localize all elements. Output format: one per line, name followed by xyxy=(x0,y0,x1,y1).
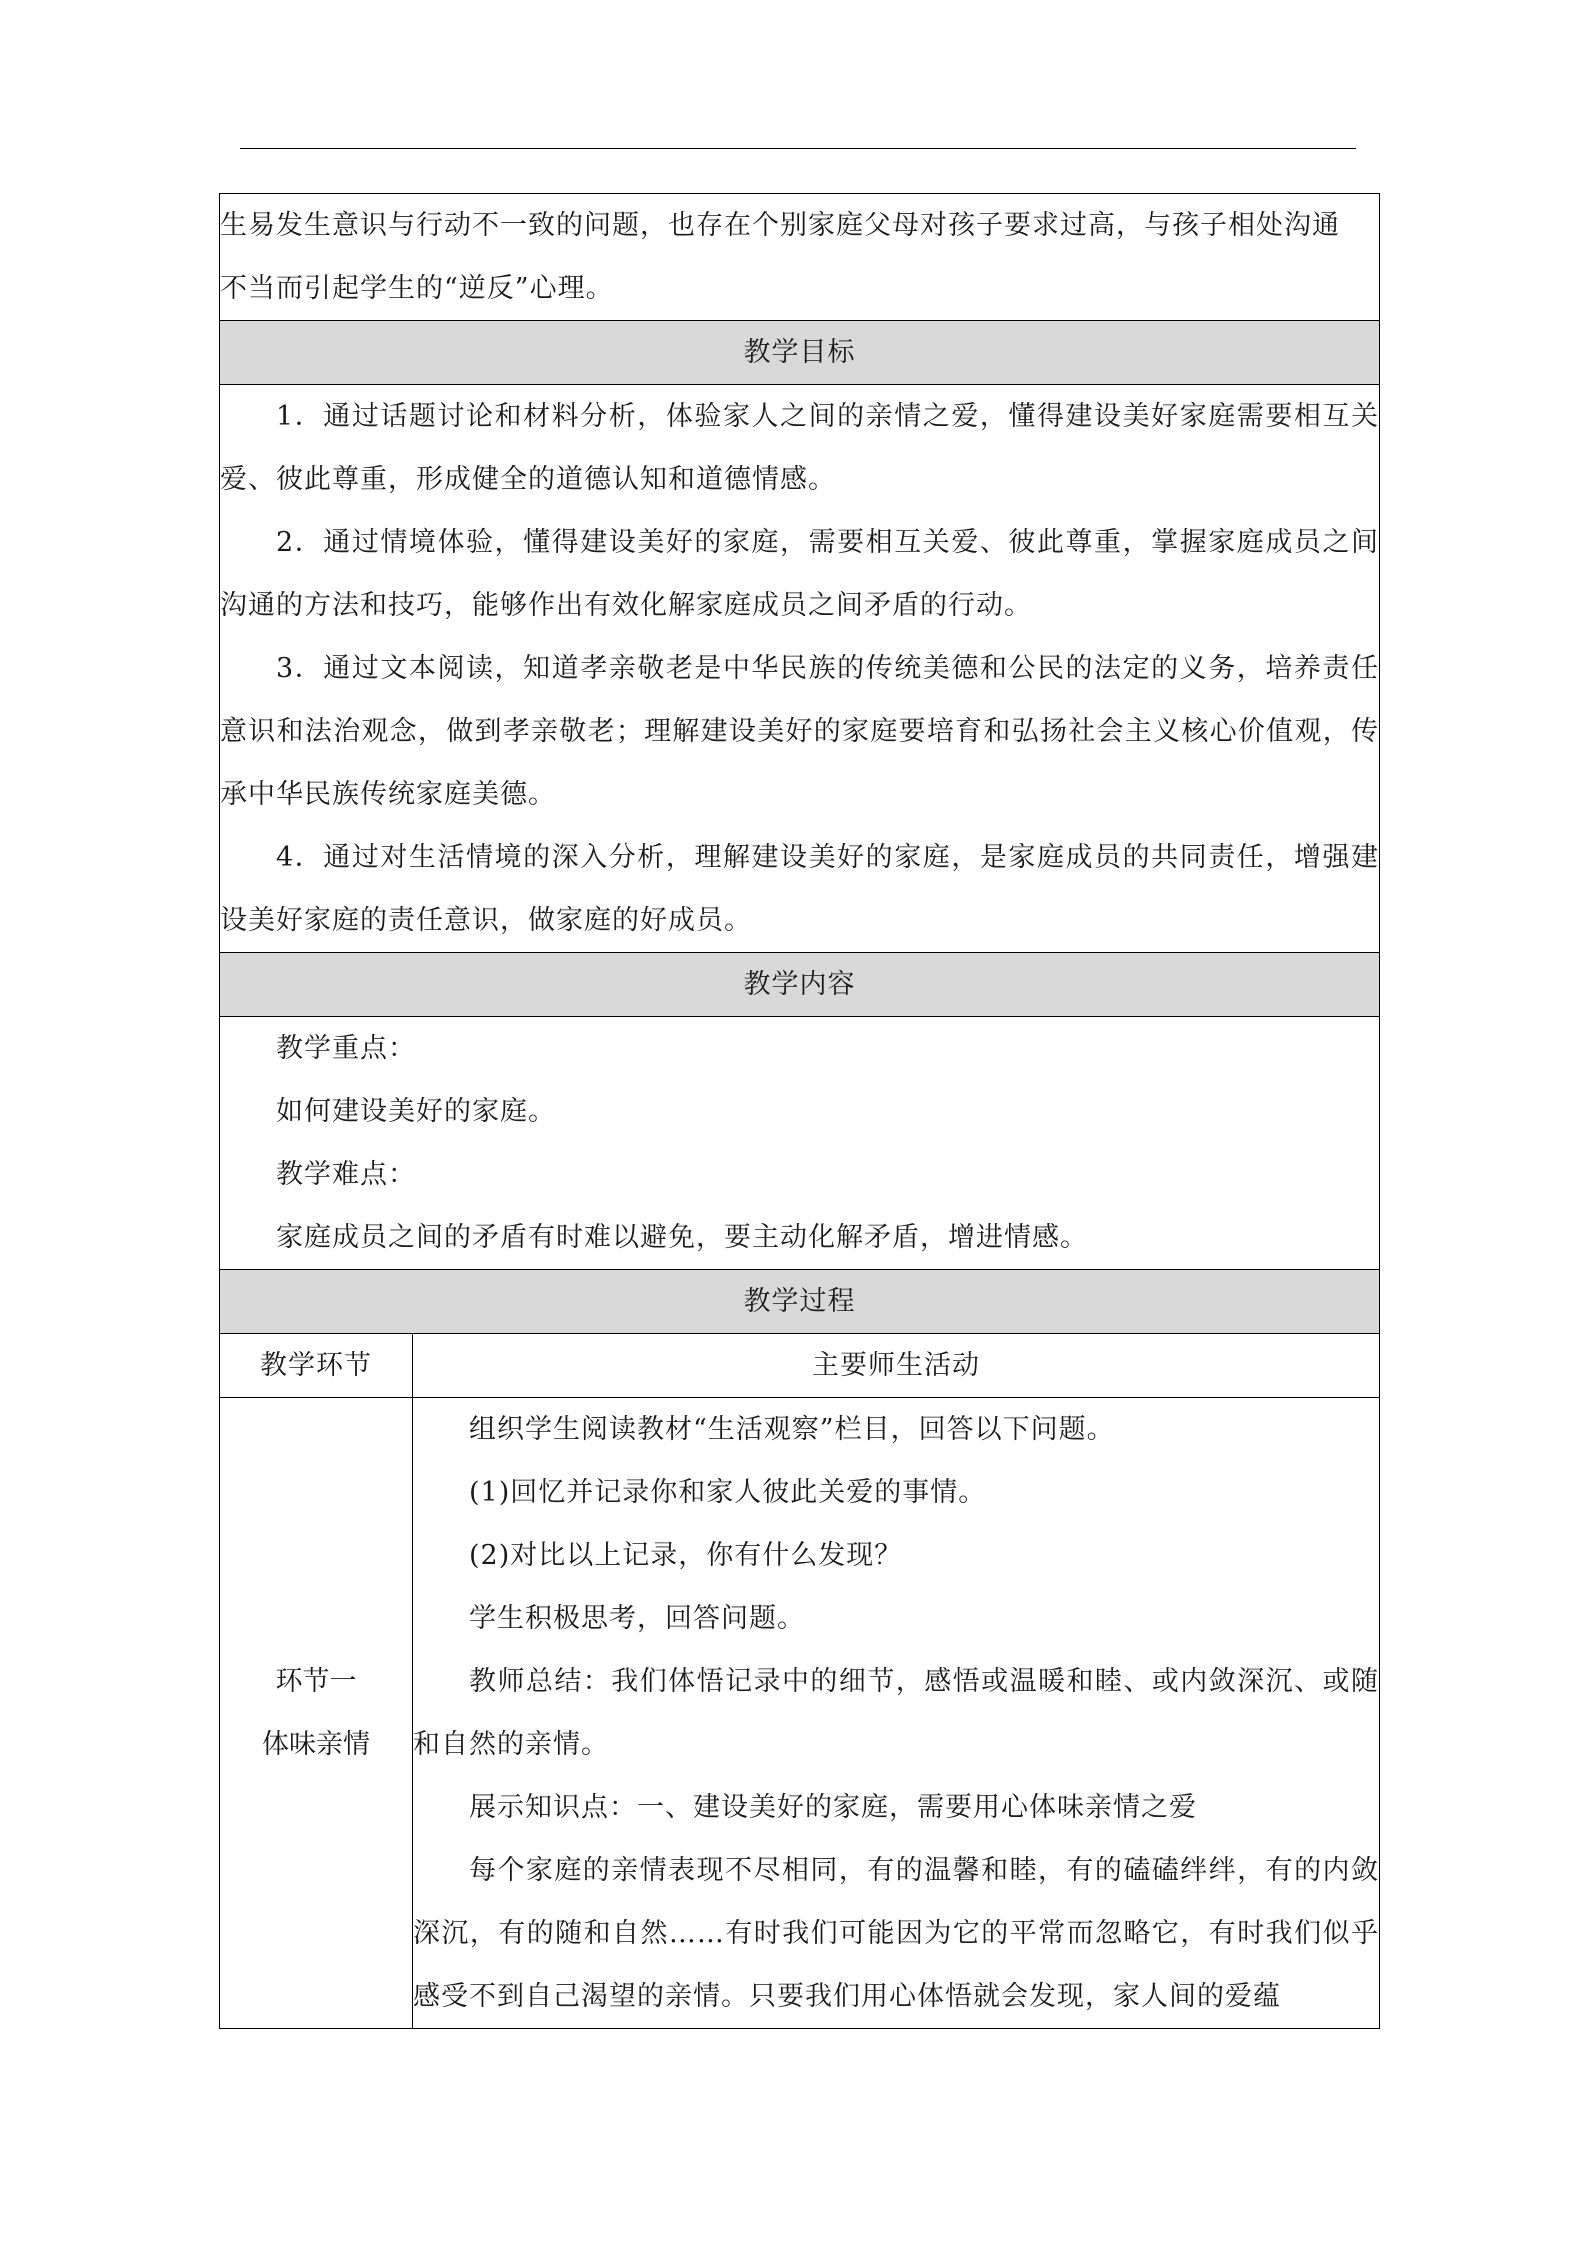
objectives-row xyxy=(220,385,1380,953)
intro-cell xyxy=(220,194,1380,321)
stage-title: 体味亲情 xyxy=(262,1729,370,1760)
process-column-headers xyxy=(220,1334,1380,1398)
process-heading-row xyxy=(220,1270,1380,1334)
objectives-cell xyxy=(220,385,1380,953)
activity-paragraph: 组织学生阅读教材“生活观察”栏目，回答以下问题。 xyxy=(469,1414,1115,1445)
objective-item: 4．通过对生活情境的深入分析，理解建设美好的家庭，是家庭成员的共同责任，增强建设美好家庭的责任意识，做家庭的好成员。 xyxy=(220,842,1379,936)
key-point-text: 如何建设美好的家庭。 xyxy=(276,1096,556,1127)
activity-paragraph: 教师总结：我们体悟记录中的细节，感悟或温暖和睦、或内敛深沉、或随和自然的亲情。 xyxy=(413,1666,1379,1760)
intro-line-1: 生易发生意识与行动不一致的问题，也存在个别家庭父母对孩子要求过高，与孩子相处沟通 xyxy=(220,210,1340,241)
content-heading-row xyxy=(220,953,1380,1017)
content-heading: 教学内容 xyxy=(220,953,1380,1017)
objectives-heading-row xyxy=(220,321,1380,385)
objectives-heading: 教学目标 xyxy=(220,321,1380,385)
objective-item: 1．通过话题讨论和材料分析，体验家人之间的亲情之爱，懂得建设美好家庭需要相互关爱、彼此尊重，形成健全的道德认知和道德情感。 xyxy=(220,401,1379,495)
stage-cell xyxy=(220,1398,413,2029)
activity-paragraph: (2)对比以上记录，你有什么发现？ xyxy=(469,1540,903,1571)
activity-paragraph: 每个家庭的亲情表现不尽相同，有的温馨和睦，有的磕磕绊绊，有的内敛深沉，有的随和自然……有时我们可能因为它的平常而忽略它，有时我们似乎感受不到自己渴望的亲情。只要我们用心体悟就会发现，家人间的爱蕴 xyxy=(413,1855,1379,2012)
content-cell xyxy=(220,1017,1380,1270)
activity-paragraph: 学生积极思考，回答问题。 xyxy=(469,1603,805,1634)
difficulty-text: 家庭成员之间的矛盾有时难以避免，要主动化解矛盾，增进情感。 xyxy=(276,1222,1088,1253)
column-header-stage: 教学环节 xyxy=(220,1334,413,1398)
activity-paragraph: 展示知识点：一、建设美好的家庭，需要用心体味亲情之爱 xyxy=(469,1792,1197,1823)
content-row xyxy=(220,1017,1380,1270)
header-rule xyxy=(240,148,1356,149)
lesson-plan-table xyxy=(219,193,1380,2029)
intro-row xyxy=(220,194,1380,321)
stage-number: 环节一 xyxy=(275,1666,357,1697)
process-heading: 教学过程 xyxy=(220,1270,1380,1334)
key-point-label: 教学重点： xyxy=(276,1033,416,1064)
difficulty-label: 教学难点： xyxy=(276,1159,416,1190)
objective-item: 3．通过文本阅读，知道孝亲敬老是中华民族的传统美德和公民的法定的义务，培养责任意识和法治观念，做到孝亲敬老；理解建设美好的家庭要培育和弘扬社会主义核心价值观，传承中华民族传统家庭美德。 xyxy=(220,653,1379,810)
activity-paragraph: (1)回忆并记录你和家人彼此关爱的事情。 xyxy=(469,1477,987,1508)
stage-row xyxy=(220,1398,1380,2029)
intro-line-2: 不当而引起学生的“逆反”心理。 xyxy=(220,273,614,304)
objective-item: 2．通过情境体验，懂得建设美好的家庭，需要相互关爱、彼此尊重，掌握家庭成员之间沟通的方法和技巧，能够作出有效化解家庭成员之间矛盾的行动。 xyxy=(220,527,1379,621)
column-header-activity: 主要师生活动 xyxy=(413,1334,1380,1398)
activity-cell xyxy=(413,1398,1380,2029)
